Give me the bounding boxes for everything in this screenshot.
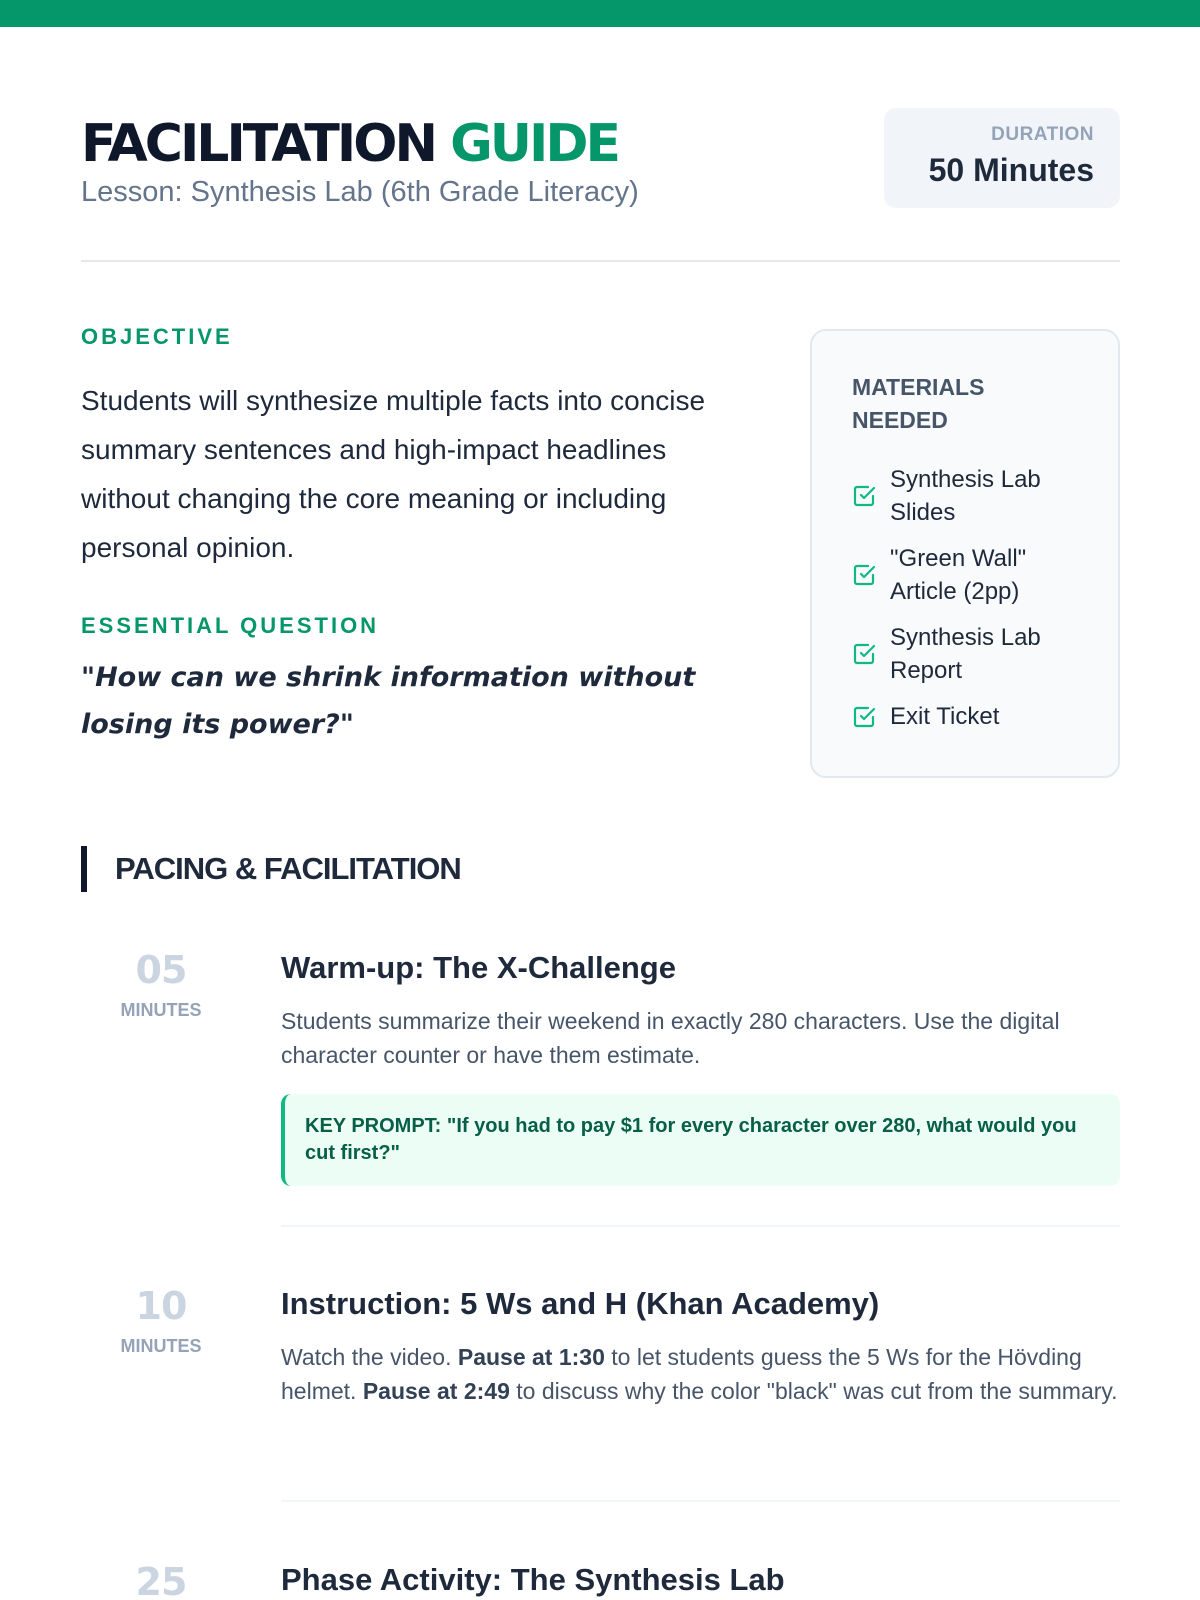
step-duration bbox=[81, 948, 241, 1021]
step-minutes: 05 bbox=[135, 948, 187, 992]
step-body bbox=[281, 948, 1120, 1186]
step-title: Warm-up: The X-Challenge bbox=[281, 950, 676, 985]
check-square-icon bbox=[852, 563, 876, 587]
objective-text: Students will synthesize multiple facts into concise summary sentences and high-impact headlines without changing the core meaning or including personal opinion. bbox=[81, 385, 706, 563]
check-square-icon bbox=[852, 705, 876, 729]
step-title: Phase Activity: The Synthesis Lab bbox=[281, 1562, 785, 1597]
page-header bbox=[81, 104, 1120, 262]
top-accent-bar bbox=[0, 0, 1200, 27]
step-body bbox=[281, 1560, 1120, 1600]
step-body bbox=[281, 1284, 1120, 1408]
step-description bbox=[281, 1340, 1120, 1408]
list-item bbox=[852, 542, 1088, 608]
step-minutes: 10 bbox=[135, 1284, 187, 1328]
desc-highlight: Pause at 2:49 bbox=[362, 1378, 510, 1404]
objective-label: OBJECTIVE bbox=[81, 324, 233, 349]
page-title bbox=[81, 114, 618, 174]
pacing-heading: PACING & FACILITATION bbox=[81, 846, 461, 892]
list-item bbox=[852, 700, 1088, 733]
title-main: FACILITATION bbox=[81, 114, 451, 174]
check-square-icon bbox=[852, 484, 876, 508]
step-title: Instruction: 5 Ws and H (Khan Academy) bbox=[281, 1286, 880, 1321]
step-minutes: 25 bbox=[135, 1560, 187, 1600]
material-label: Exit Ticket bbox=[890, 703, 1000, 730]
step-divider bbox=[281, 1500, 1120, 1502]
step-divider bbox=[281, 1225, 1120, 1227]
step-unit: MINUTES bbox=[120, 1336, 202, 1356]
desc-highlight: Pause at 1:30 bbox=[457, 1344, 605, 1370]
duration-value: 50 Minutes bbox=[928, 152, 1094, 188]
materials-title: MATERIALS NEEDED bbox=[852, 374, 985, 433]
materials-card bbox=[810, 329, 1120, 778]
step-description: Students summarize their weekend in exactly 280 characters. Use the digital character counter or have them estimate. bbox=[281, 1008, 1060, 1068]
step-unit: MINUTES bbox=[120, 1000, 202, 1020]
list-item bbox=[852, 621, 1088, 687]
list-item bbox=[852, 463, 1088, 529]
check-square-icon bbox=[852, 642, 876, 666]
material-label: Synthesis Lab Report bbox=[890, 624, 1041, 684]
essential-question-text: "How can we shrink information without losing its power?" bbox=[81, 662, 696, 740]
duration-box bbox=[884, 108, 1120, 208]
duration-label: DURATION bbox=[991, 124, 1094, 145]
step-duration bbox=[81, 1284, 241, 1357]
materials-list bbox=[852, 463, 1088, 733]
desc-text: Watch the video. bbox=[281, 1344, 458, 1370]
desc-text: to let students guess the 5 Ws for the Hövding helmet. bbox=[281, 1344, 1082, 1404]
lesson-subtitle: Lesson: Synthesis Lab (6th Grade Literacy) bbox=[81, 176, 639, 208]
desc-text: to discuss why the color "black" was cut from the summary. bbox=[509, 1378, 1118, 1404]
key-prompt: KEY PROMPT: "If you had to pay $1 for every character over 280, what would you cut first?" bbox=[281, 1094, 1120, 1186]
essential-question-label: ESSENTIAL QUESTION bbox=[81, 613, 380, 638]
title-accent: GUIDE bbox=[450, 114, 619, 174]
material-label: "Green Wall" Article (2pp) bbox=[890, 545, 1027, 605]
material-label: Synthesis Lab Slides bbox=[890, 466, 1041, 526]
step-duration bbox=[81, 1560, 241, 1600]
